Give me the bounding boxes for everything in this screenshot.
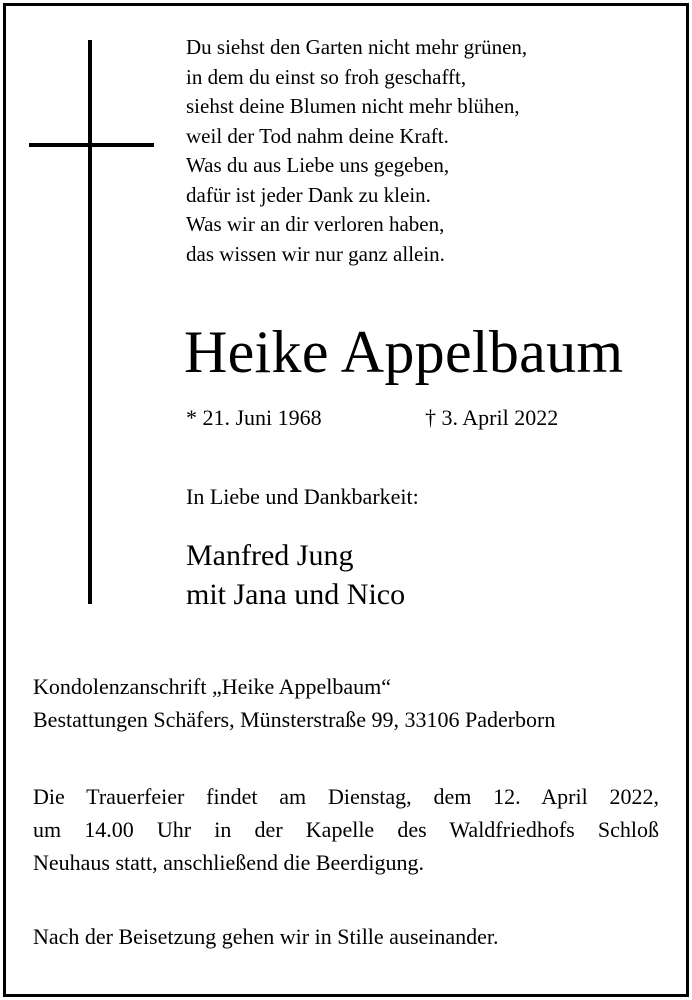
service-line: Neuhaus statt, anschließend die Beerdigung. [33, 850, 425, 875]
family-line: mit Jana und Nico [186, 578, 406, 611]
poem-line: in dem du einst so froh geschafft, [186, 64, 467, 89]
family-line: Manfred Jung [186, 539, 354, 572]
poem-line: Du siehst den Garten nicht mehr grünen, [186, 35, 528, 59]
condolence-line: Bestattungen Schäfers, Münsterstraße 99, 33106 Paderborn [33, 707, 556, 732]
condolence-address [33, 670, 555, 736]
funeral-service-info [33, 780, 659, 879]
poem-line: siehst deine Blumen nicht mehr blühen, [186, 94, 520, 118]
thanks-line: In Liebe und Dankbarkeit: [186, 484, 419, 509]
closing-line: Nach der Beisetzung gehen wir in Stille auseinander. [33, 924, 499, 949]
poem [186, 33, 527, 269]
poem-line: Was wir an dir verloren haben, [186, 212, 445, 236]
service-line: um 14.00 Uhr in der Kapelle des Waldfriedhofs Schloß [33, 817, 659, 842]
family-names [186, 536, 405, 614]
poem-line: dafür ist jeder Dank zu klein. [186, 182, 431, 207]
poem-line: das wissen wir nur ganz allein. [186, 241, 445, 266]
deceased-name: Heike Appelbaum [184, 319, 624, 385]
service-line: Die Trauerfeier findet am Dienstag, dem 12. April 2022, [33, 784, 659, 809]
poem-line: weil der Tod nahm deine Kraft. [186, 123, 449, 148]
death-date: † 3. April 2022 [425, 405, 559, 430]
birth-date: * 21. Juni 1968 [186, 405, 322, 430]
cross-horizontal-bar [29, 143, 154, 147]
cross-vertical-bar [88, 40, 92, 604]
condolence-line: Kondolenzanschrift „Heike Appelbaum“ [33, 674, 391, 699]
poem-line: Was du aus Liebe uns gegeben, [186, 153, 450, 177]
